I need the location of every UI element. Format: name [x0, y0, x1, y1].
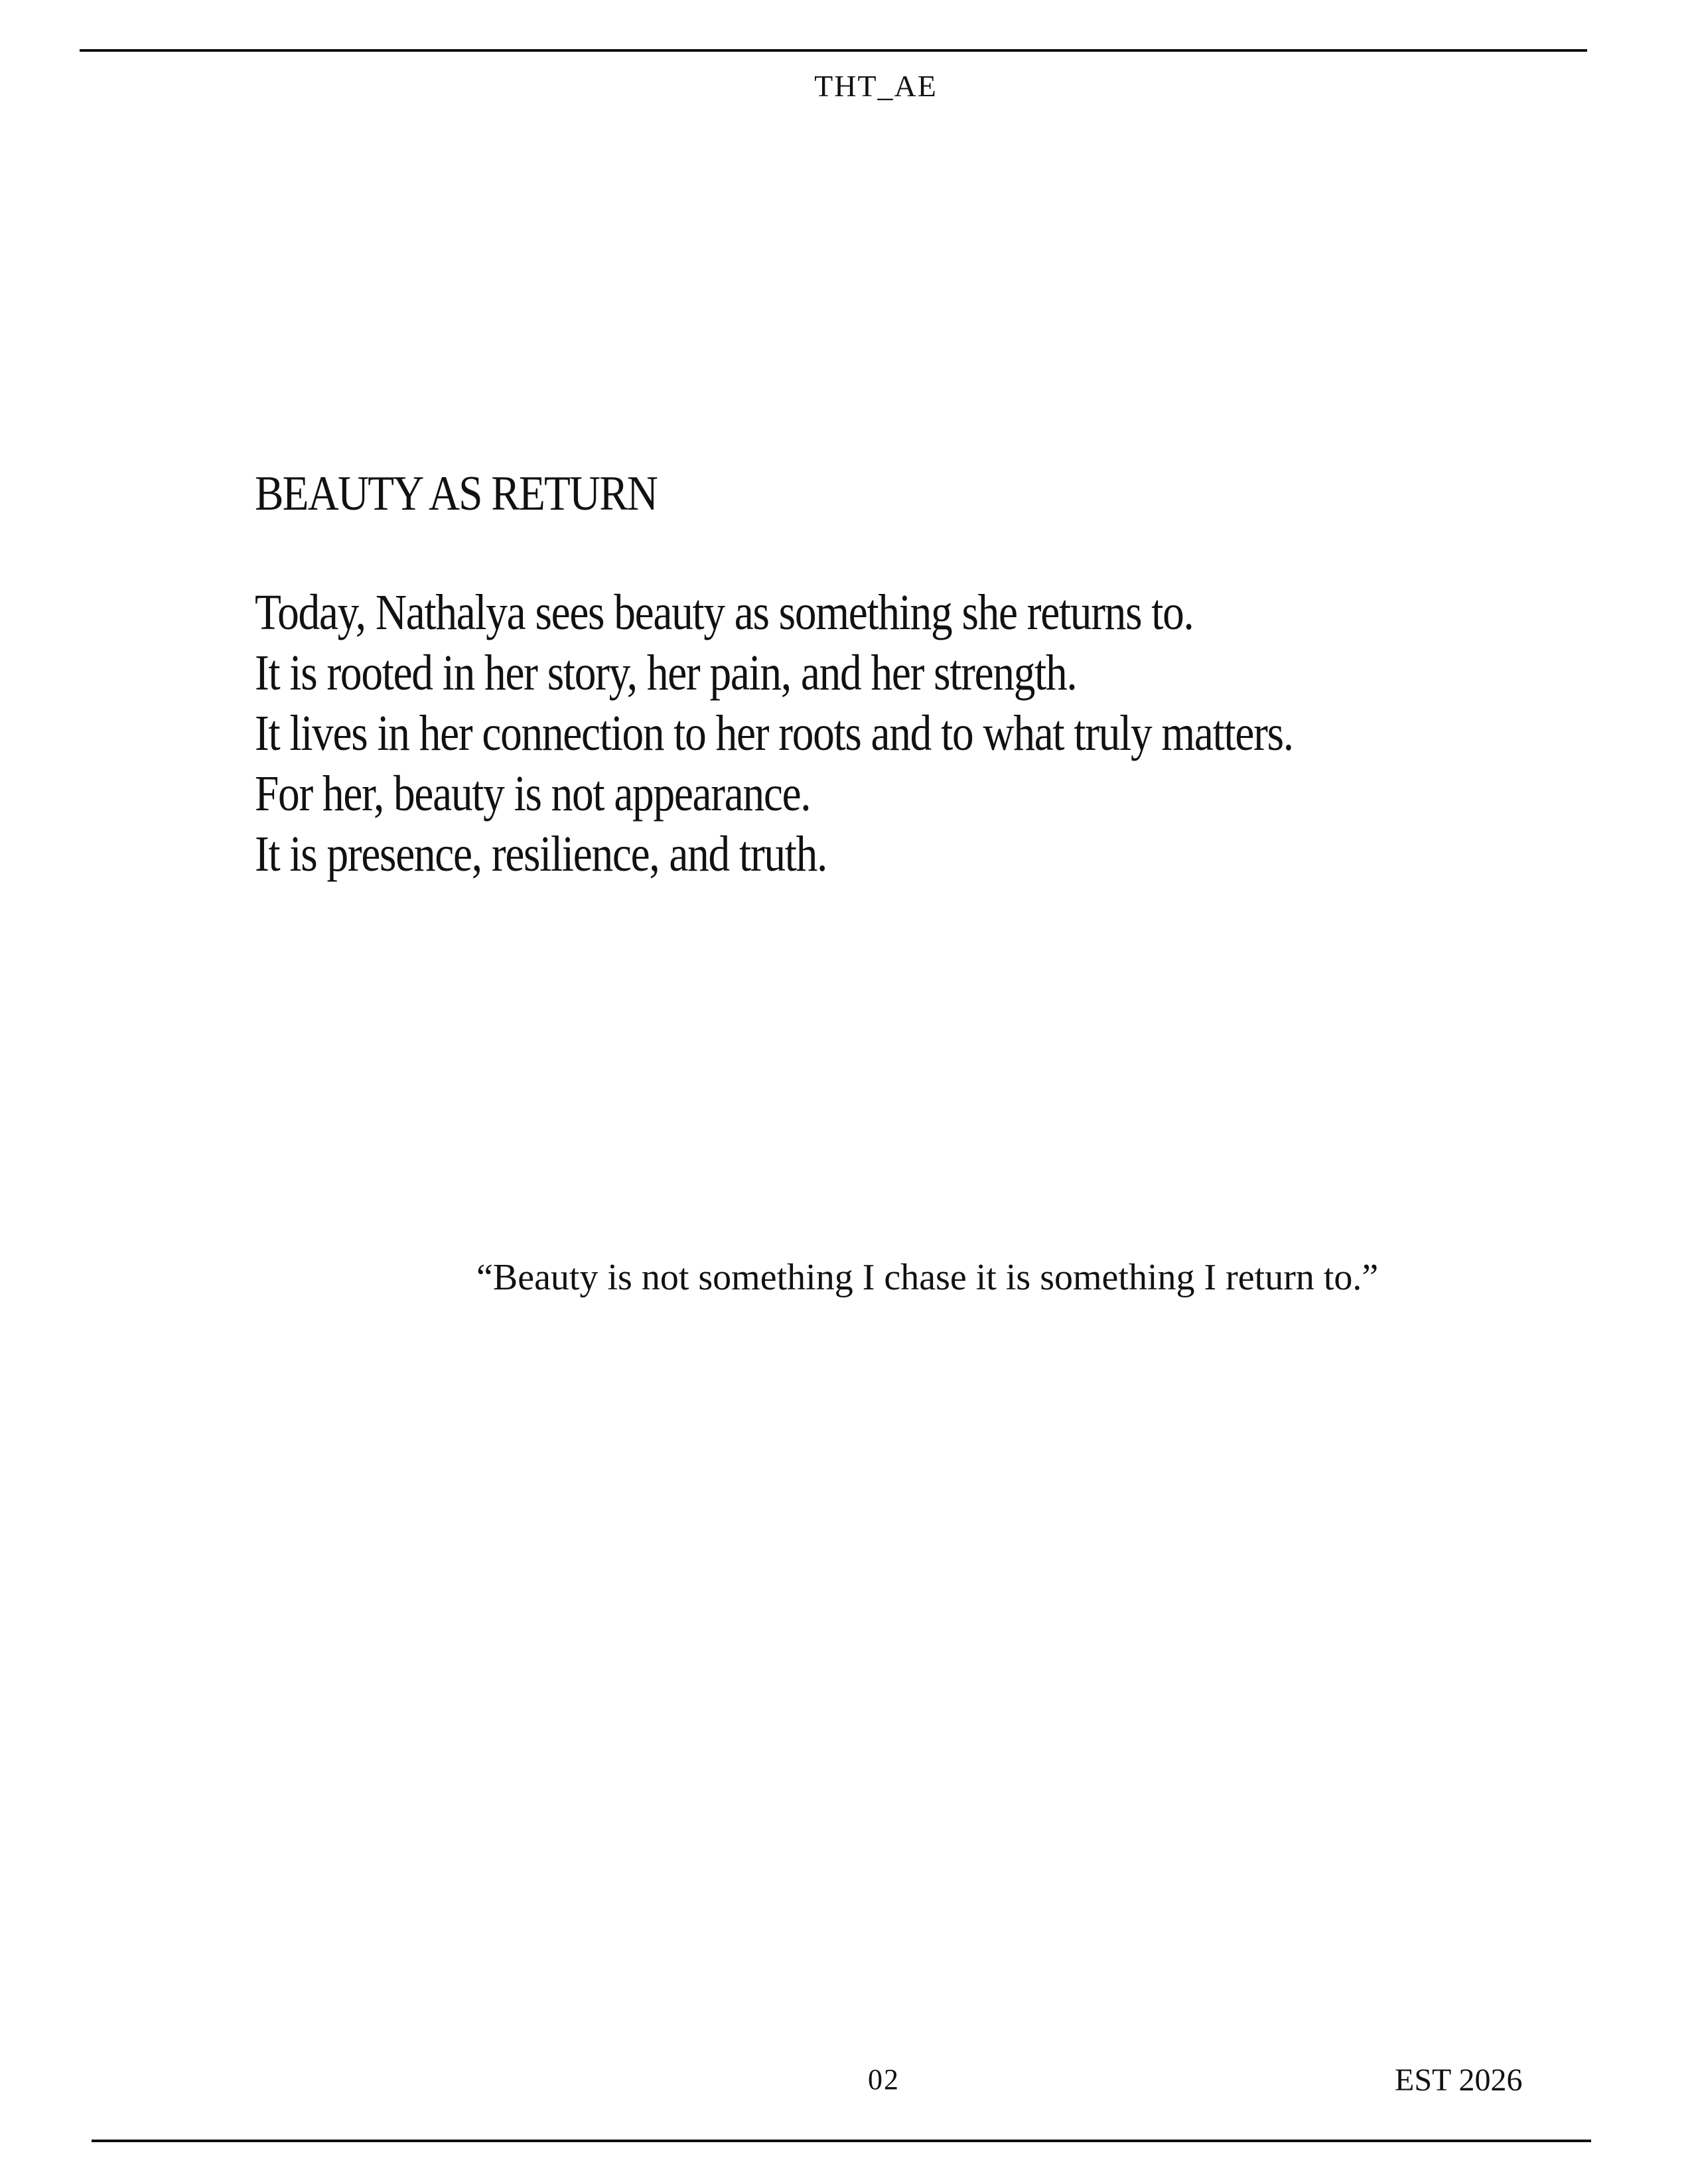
pull-quote: “Beauty is not something I chase it is something I return to.”: [476, 1257, 1379, 1298]
body-line-2: It is rooted in her story, her pain, and her strength.: [255, 645, 1077, 701]
section-title: BEAUTY AS RETURN: [255, 467, 658, 521]
established-mark: EST 2026: [1395, 2063, 1523, 2098]
body-line-1: Today, Nathalya sees beauty as something she returns to.: [255, 585, 1194, 640]
header-mark: THT_AE: [814, 69, 938, 103]
body-line-3: It lives in her connection to her roots and to what truly matters.: [255, 705, 1293, 761]
body-line-4: For her, beauty is not appearance.: [255, 766, 811, 822]
top-rule: [80, 49, 1587, 52]
body-line-5: It is presence, resilience, and truth.: [255, 826, 827, 882]
body-paragraph: [255, 583, 1293, 885]
bottom-rule: [92, 2140, 1591, 2142]
page-number: 02: [868, 2063, 900, 2096]
